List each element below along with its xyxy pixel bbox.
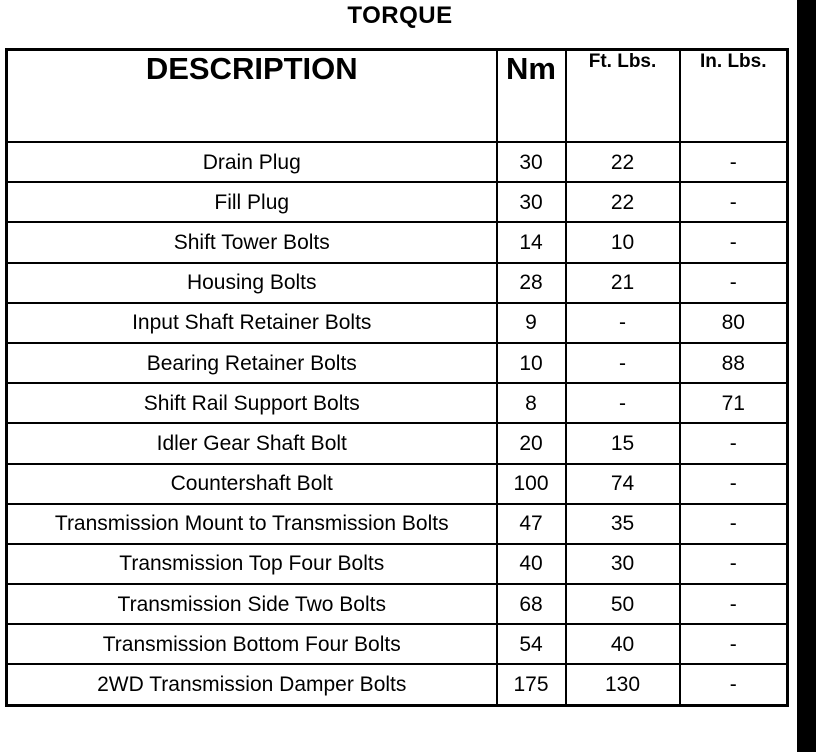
cell-description: Fill Plug	[7, 182, 497, 222]
cell-in-lbs: 71	[680, 383, 788, 423]
cell-in-lbs: -	[680, 664, 788, 705]
cell-nm: 40	[497, 544, 566, 584]
table-row	[7, 142, 788, 182]
cell-description: Drain Plug	[7, 142, 497, 182]
cell-description: Idler Gear Shaft Bolt	[7, 423, 497, 463]
cell-description: Transmission Side Two Bolts	[7, 584, 497, 624]
table-row	[7, 263, 788, 303]
page-edge-bar	[797, 0, 816, 752]
cell-in-lbs: -	[680, 423, 788, 463]
table-row	[7, 584, 788, 624]
torque-table	[5, 48, 789, 707]
cell-in-lbs: -	[680, 464, 788, 504]
cell-nm: 9	[497, 303, 566, 343]
cell-description: Input Shaft Retainer Bolts	[7, 303, 497, 343]
cell-nm: 30	[497, 182, 566, 222]
cell-nm: 175	[497, 664, 566, 705]
table-row	[7, 222, 788, 262]
cell-ft-lbs: -	[566, 383, 680, 423]
cell-description: Housing Bolts	[7, 263, 497, 303]
cell-in-lbs: -	[680, 584, 788, 624]
cell-ft-lbs: 21	[566, 263, 680, 303]
cell-description: Transmission Bottom Four Bolts	[7, 624, 497, 664]
table-row	[7, 464, 788, 504]
cell-in-lbs: -	[680, 544, 788, 584]
cell-ft-lbs: 22	[566, 142, 680, 182]
cell-nm: 54	[497, 624, 566, 664]
table-row	[7, 303, 788, 343]
table-row	[7, 664, 788, 705]
table-row	[7, 383, 788, 423]
cell-in-lbs: -	[680, 624, 788, 664]
table-row	[7, 544, 788, 584]
cell-ft-lbs: 40	[566, 624, 680, 664]
cell-nm: 8	[497, 383, 566, 423]
cell-description: 2WD Transmission Damper Bolts	[7, 664, 497, 705]
cell-ft-lbs: 10	[566, 222, 680, 262]
column-header-ft-lbs: Ft. Lbs.	[566, 50, 680, 143]
cell-ft-lbs: 130	[566, 664, 680, 705]
cell-in-lbs: -	[680, 182, 788, 222]
cell-nm: 47	[497, 504, 566, 544]
table-row	[7, 182, 788, 222]
cell-ft-lbs: 22	[566, 182, 680, 222]
table-body	[7, 142, 788, 705]
cell-nm: 20	[497, 423, 566, 463]
cell-ft-lbs: -	[566, 303, 680, 343]
cell-nm: 28	[497, 263, 566, 303]
table-header-row	[7, 50, 788, 143]
column-header-description: DESCRIPTION	[7, 50, 497, 143]
cell-ft-lbs: 35	[566, 504, 680, 544]
cell-description: Shift Tower Bolts	[7, 222, 497, 262]
cell-ft-lbs: -	[566, 343, 680, 383]
column-header-in-lbs: In. Lbs.	[680, 50, 788, 143]
cell-nm: 68	[497, 584, 566, 624]
cell-in-lbs: -	[680, 263, 788, 303]
page-title: TORQUE	[347, 2, 453, 29]
cell-in-lbs: -	[680, 504, 788, 544]
cell-description: Bearing Retainer Bolts	[7, 343, 497, 383]
column-header-nm: Nm	[497, 50, 566, 143]
cell-description: Transmission Mount to Transmission Bolts	[7, 504, 497, 544]
cell-ft-lbs: 74	[566, 464, 680, 504]
cell-ft-lbs: 50	[566, 584, 680, 624]
table-row	[7, 624, 788, 664]
cell-in-lbs: -	[680, 142, 788, 182]
cell-in-lbs: -	[680, 222, 788, 262]
cell-nm: 100	[497, 464, 566, 504]
cell-in-lbs: 88	[680, 343, 788, 383]
cell-nm: 10	[497, 343, 566, 383]
cell-nm: 14	[497, 222, 566, 262]
cell-nm: 30	[497, 142, 566, 182]
cell-description: Countershaft Bolt	[7, 464, 497, 504]
table-row	[7, 343, 788, 383]
table-row	[7, 504, 788, 544]
cell-description: Shift Rail Support Bolts	[7, 383, 497, 423]
cell-ft-lbs: 30	[566, 544, 680, 584]
table-row	[7, 423, 788, 463]
cell-description: Transmission Top Four Bolts	[7, 544, 497, 584]
cell-in-lbs: 80	[680, 303, 788, 343]
cell-ft-lbs: 15	[566, 423, 680, 463]
